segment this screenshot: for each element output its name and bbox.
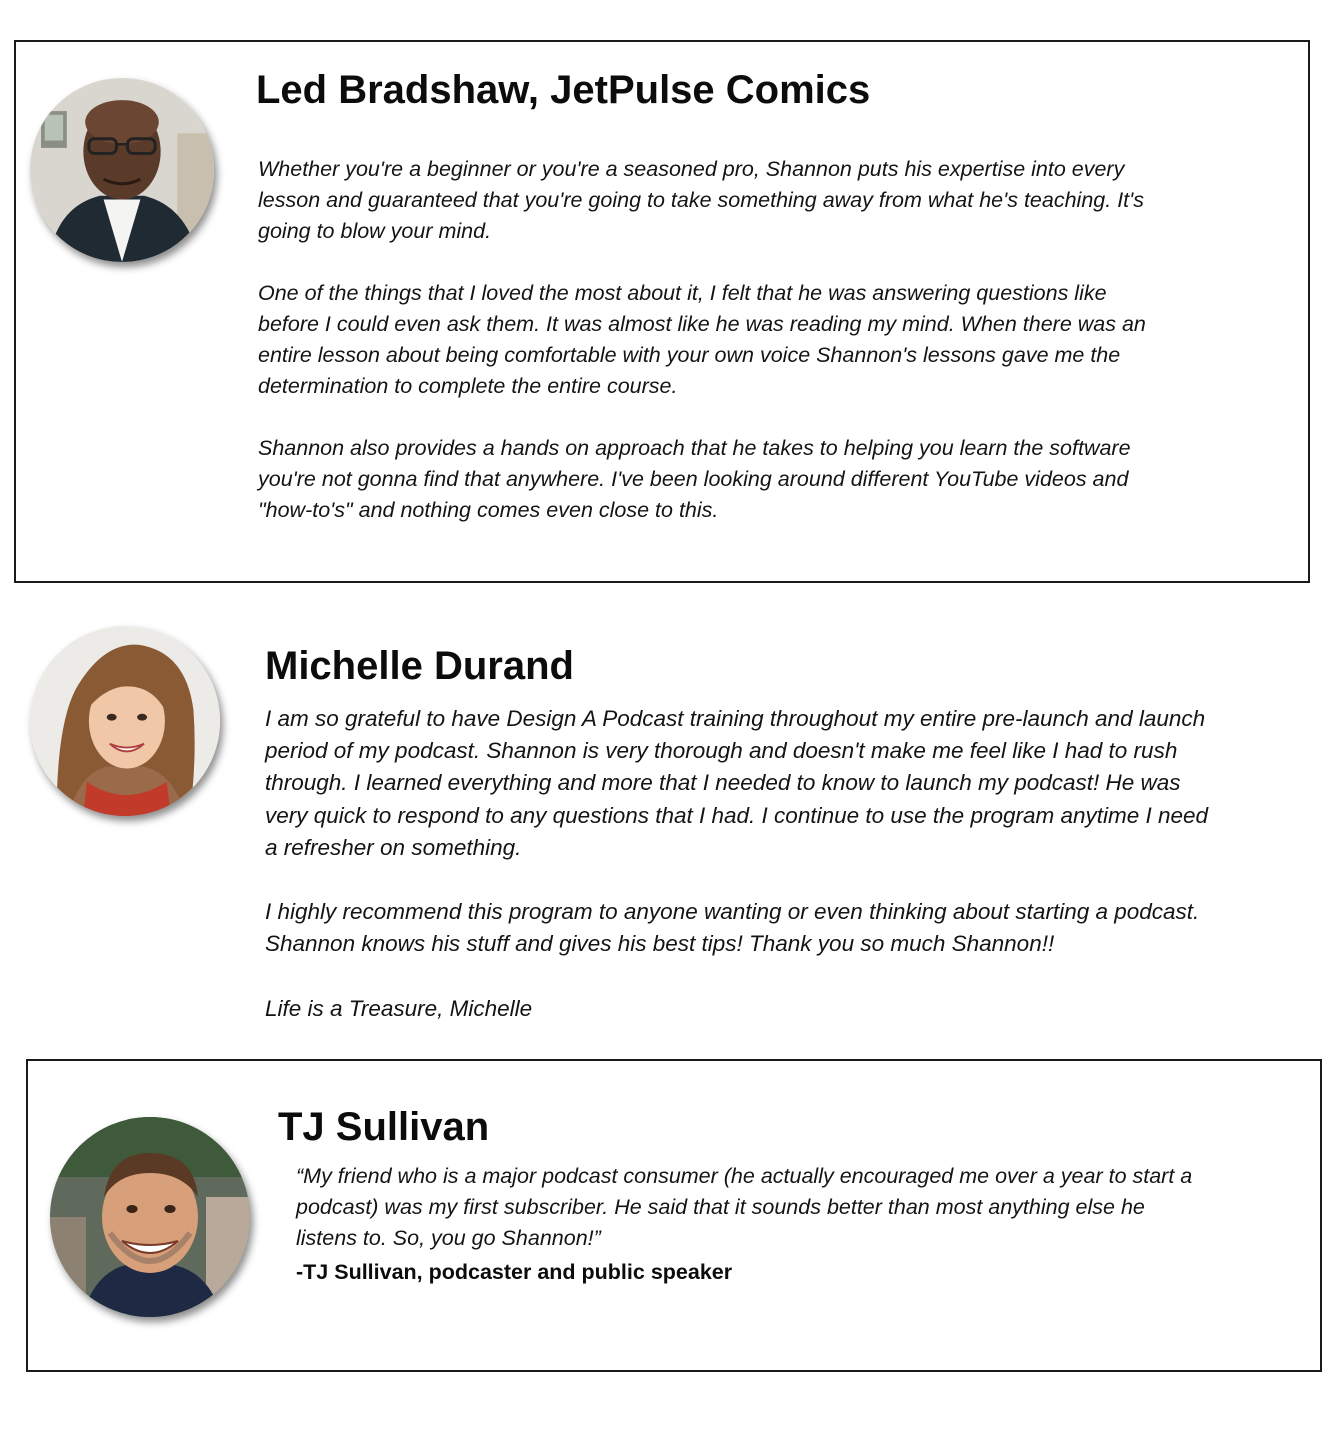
testimonial-body [296,1161,1296,1254]
testimonial-card-led-bradshaw [14,40,1310,583]
testimonial-attribution: -TJ Sullivan, podcaster and public speaker [296,1260,733,1284]
person-photo-icon [50,1117,250,1317]
reviewer-name: TJ Sullivan [278,1105,490,1149]
testimonial-paragraph: I am so grateful to have Design A Podcast training throughout my entire pre-launch and launch period of my podcast. Shannon is very thorough and doesn't make me feel like I had to rush through. I learned everything and more that I needed to know to launch my podcast! He was very quick to respond to any questions that I had. I continue to use the program anytime I need a refresher on something. [265,706,1209,860]
reviewer-name: Led Bradshaw, JetPulse Comics [256,68,871,112]
person-photo-icon [30,626,220,816]
testimonial-paragraph: Shannon also provides a hands on approach that he takes to helping you learn the software you're not gonna find that anywhere. I've been looking around different YouTube videos and "how-to's" and nothing comes even close to this. [258,436,1131,522]
testimonial-card-tj-sullivan [26,1059,1322,1372]
testimonial-body [265,703,1305,1025]
person-photo-icon [30,78,214,262]
testimonial-signoff: Life is a Treasure, Michelle [265,995,533,1021]
testimonial-paragraph: One of the things that I loved the most about it, I felt that he was answering questions like before I could even ask them. It was almost like he was reading my mind. When there was an entire lesson about being comfortable with your own voice Shannon's lessons gave me the determination to complete the entire course. [258,281,1146,398]
reviewer-name: Michelle Durand [265,644,574,688]
testimonial-paragraph: Whether you're a beginner or you're a seasoned pro, Shannon puts his expertise into every lesson and guaranteed that you're going to take something away from what he's teaching. It's going to blow your mind. [258,157,1144,243]
testimonial-paragraph: I highly recommend this program to anyone wanting or even thinking about starting a podcast. Shannon knows his stuff and gives his best tips! Thank you so much Shannon!! [265,899,1200,957]
testimonial-body [258,154,1258,526]
testimonial-paragraph: “My friend who is a major podcast consumer (he actually encouraged me over a year to start a podcast) was my first subscriber. He said that it sounds better than most anything else he listens to. So, you go Shannon!” [296,1164,1193,1250]
testimonial-card-michelle-durand [14,606,1324,1046]
